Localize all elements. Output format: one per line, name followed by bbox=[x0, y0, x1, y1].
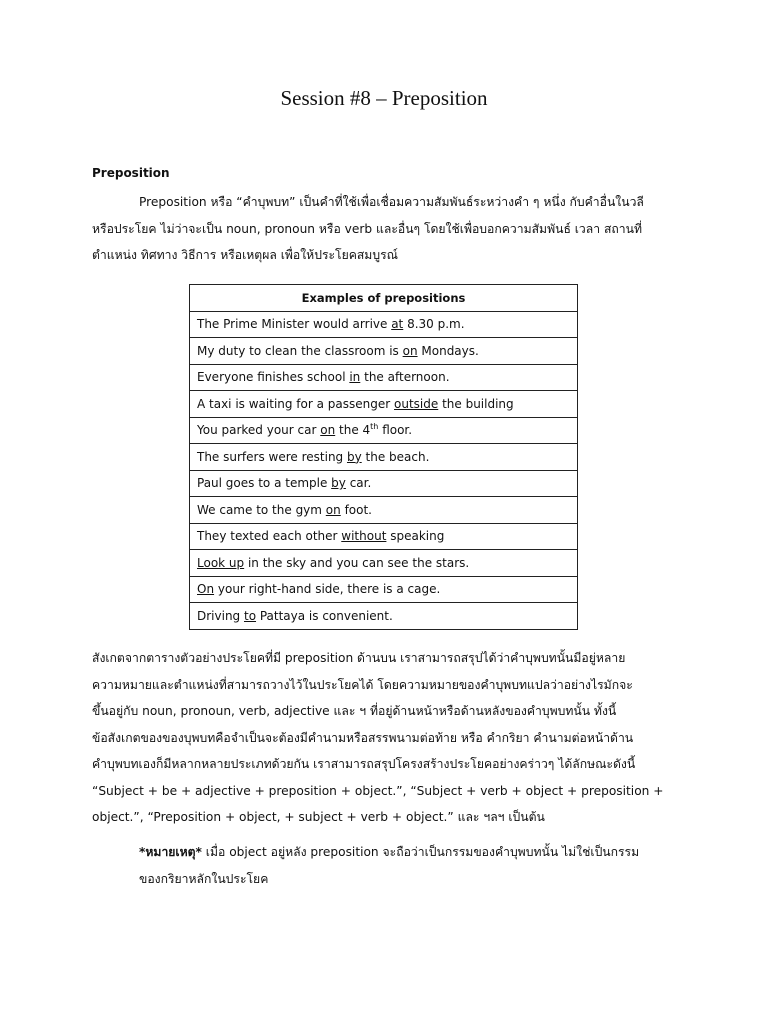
preposition-word: On bbox=[197, 582, 215, 597]
example-sentence: Everyone finishes school in the afternoon. bbox=[190, 364, 578, 391]
table-row bbox=[190, 338, 578, 365]
body-paragraph bbox=[92, 645, 680, 831]
preposition-word: on bbox=[320, 423, 336, 438]
example-sentence: The Prime Minister would arrive at 8.30 p.m. bbox=[190, 311, 578, 338]
preposition-word: Look up bbox=[197, 555, 245, 570]
examples-table bbox=[189, 284, 578, 630]
table-row bbox=[190, 364, 578, 391]
table-row bbox=[190, 523, 578, 550]
preposition-word: in bbox=[349, 370, 361, 385]
table-row bbox=[190, 603, 578, 630]
table-row bbox=[190, 550, 578, 577]
preposition-word: at bbox=[391, 317, 404, 332]
body-line: ขึ้นอยู่กับ noun, pronoun, verb, adjective และ ฯ ที่อยู่ด้านหน้าหรือด้านหลังของคำบุพบทนั้น ทั้งนี้ bbox=[92, 704, 617, 718]
section-heading: Preposition bbox=[92, 166, 170, 180]
intro-line: หรือประโยค ไม่ว่าจะเป็น noun, pronoun หรือ verb และอื่นๆ โดยใช้เพื่อบอกความสัมพันธ์ เวลา สถานที่ bbox=[92, 221, 642, 236]
table-row bbox=[190, 391, 578, 418]
example-sentence: Paul goes to a temple by car. bbox=[190, 470, 578, 497]
example-sentence: You parked your car on the 4th floor. bbox=[190, 417, 578, 444]
body-line: คำบุพบทเองก็มีหลากหลายประเภทด้วยกัน เราสามารถสรุปโครงสร้างประโยคอย่างคร่าวๆ ได้ลักษณะดังนี้ bbox=[92, 757, 636, 771]
table-row bbox=[190, 417, 578, 444]
note-line: ของกริยาหลักในประโยค bbox=[139, 871, 269, 886]
preposition-word: to bbox=[243, 608, 257, 623]
body-line: “Subject + be + adjective + preposition + object.”, “Subject + verb + object + preposition + bbox=[92, 783, 664, 798]
intro-line: Preposition หรือ “คำบุพบท” เป็นคำที่ใช้เพื่อเชื่อมความสัมพันธ์ระหว่างคำ ๆ หนึ่ง กับคำอื่นในวลี bbox=[139, 195, 644, 209]
table-header: Examples of prepositions bbox=[190, 285, 578, 312]
intro-line: ตำแหน่ง ทิศทาง วิธีการ หรือเหตุผล เพื่อให้ประโยคสมบูรณ์ bbox=[92, 248, 398, 262]
body-line: ความหมายและตำแหน่งที่สามารถวางไว้ในประโยคได้ โดยความหมายของคำบุพบทแปลว่าอย่างไรมักจะ bbox=[92, 677, 633, 692]
table-header-row bbox=[190, 285, 578, 312]
preposition-word: by bbox=[346, 449, 362, 464]
table-row bbox=[190, 444, 578, 471]
body-line: ข้อสังเกตของของบุพบทคือจำเป็นจะต้องมีคำนามหรือสรรพนามต่อท้าย หรือ คำกริยา คำนามต่อหน้าด้าน bbox=[92, 730, 634, 745]
example-sentence: We came to the gym on foot. bbox=[190, 497, 578, 524]
page-title: Session #8 – Preposition bbox=[280, 86, 488, 110]
preposition-word: by bbox=[331, 476, 346, 491]
preposition-word: on bbox=[325, 502, 341, 517]
body-line: สังเกตจากตารางตัวอย่างประโยคที่มี preposition ด้านบน เราสามารถสรุปได้ว่าคำบุพบทนั้นมีอยู่หลาย bbox=[92, 651, 626, 665]
preposition-word: outside bbox=[394, 396, 439, 411]
example-sentence: Driving to Pattaya is convenient. bbox=[190, 603, 578, 630]
table-row bbox=[190, 311, 578, 338]
intro-paragraph bbox=[92, 189, 680, 269]
note-paragraph bbox=[139, 839, 699, 892]
preposition-word: on bbox=[402, 343, 418, 358]
example-sentence: On your right-hand side, there is a cage. bbox=[190, 576, 578, 603]
example-sentence: A taxi is waiting for a passenger outside the building bbox=[190, 391, 578, 418]
example-sentence: My duty to clean the classroom is on Mondays. bbox=[190, 338, 578, 365]
example-sentence: The surfers were resting by the beach. bbox=[190, 444, 578, 471]
example-sentence: They texted each other without speaking bbox=[190, 523, 578, 550]
table-row bbox=[190, 497, 578, 524]
preposition-word: without bbox=[341, 529, 387, 544]
example-sentence: Look up in the sky and you can see the stars. bbox=[190, 550, 578, 577]
note-label: *หมายเหตุ* bbox=[139, 845, 202, 859]
note-line: *หมายเหตุ* เมื่อ object อยู่หลัง preposition จะถือว่าเป็นกรรมของคำบุพบทนั้น ไม่ใช่เป็นกรรม bbox=[139, 845, 640, 859]
table-row bbox=[190, 470, 578, 497]
table-row bbox=[190, 576, 578, 603]
body-line: object.”, “Preposition + object, + subject + verb + object.” และ ฯลฯ เป็นต้น bbox=[92, 810, 545, 824]
